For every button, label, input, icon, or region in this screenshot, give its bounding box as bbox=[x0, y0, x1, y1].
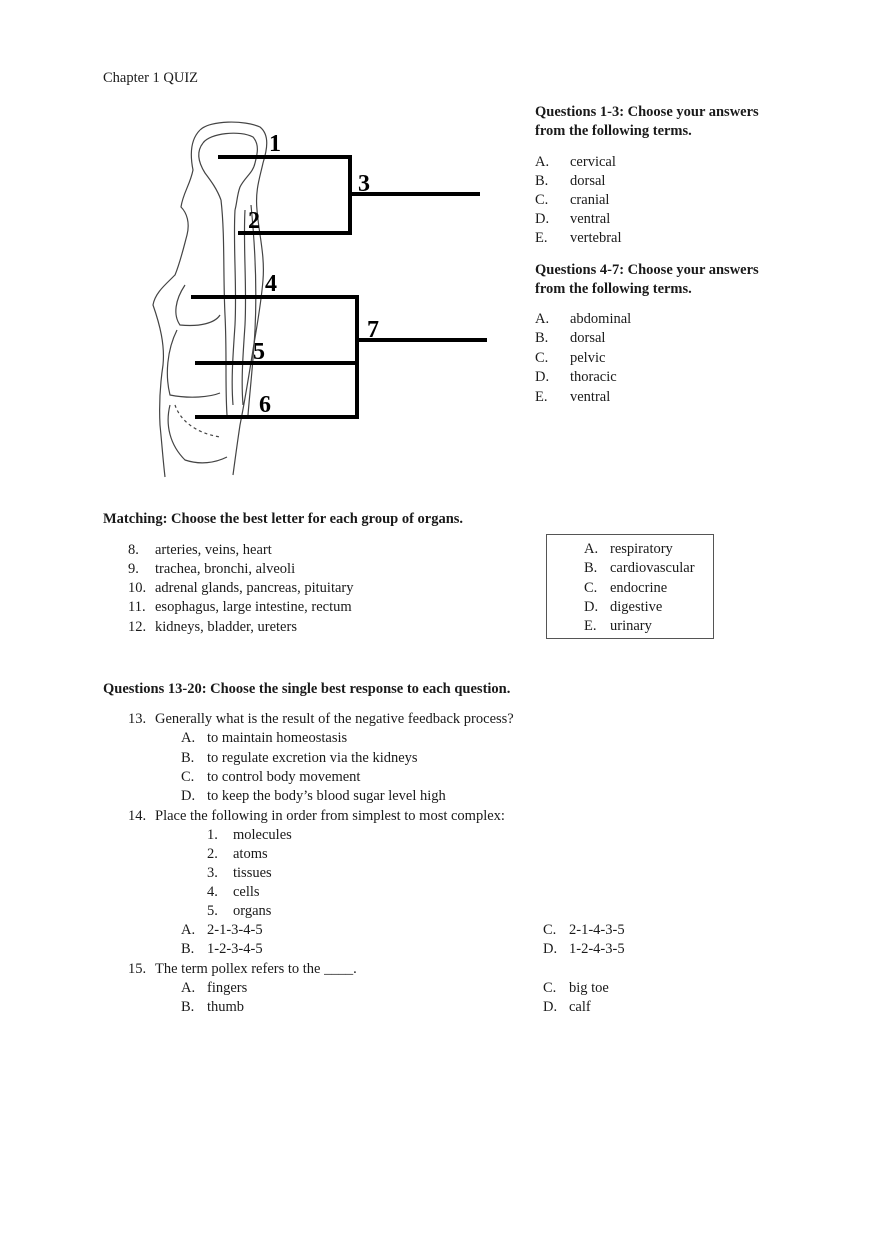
q1-3-heading-line2: from the following terms. bbox=[535, 123, 692, 139]
diagram-label-2: 2 bbox=[248, 208, 260, 234]
q1-3-heading-line1: Questions 1-3: Choose your answers bbox=[535, 104, 759, 120]
diagram-label-6: 6 bbox=[259, 392, 271, 418]
matching-heading: Matching: Choose the best letter for each group of organs. bbox=[103, 511, 464, 527]
diagram-label-1: 1 bbox=[269, 131, 281, 157]
q4-7-heading-line1: Questions 4-7: Choose your answers bbox=[535, 262, 759, 278]
q13-20-heading: Questions 13-20: Choose the single best response to each question. bbox=[103, 681, 511, 697]
q4-7-heading-line2: from the following terms. bbox=[535, 281, 692, 297]
body-cavities-diagram bbox=[145, 115, 495, 485]
diagram-label-7: 7 bbox=[367, 317, 379, 343]
bracket-lines bbox=[193, 157, 485, 417]
body-outline bbox=[153, 122, 267, 477]
page-title: Chapter 1 QUIZ bbox=[103, 70, 199, 86]
diagram-label-5: 5 bbox=[253, 339, 265, 365]
diagram-label-3: 3 bbox=[358, 171, 370, 197]
diagram-label-4: 4 bbox=[265, 271, 277, 297]
